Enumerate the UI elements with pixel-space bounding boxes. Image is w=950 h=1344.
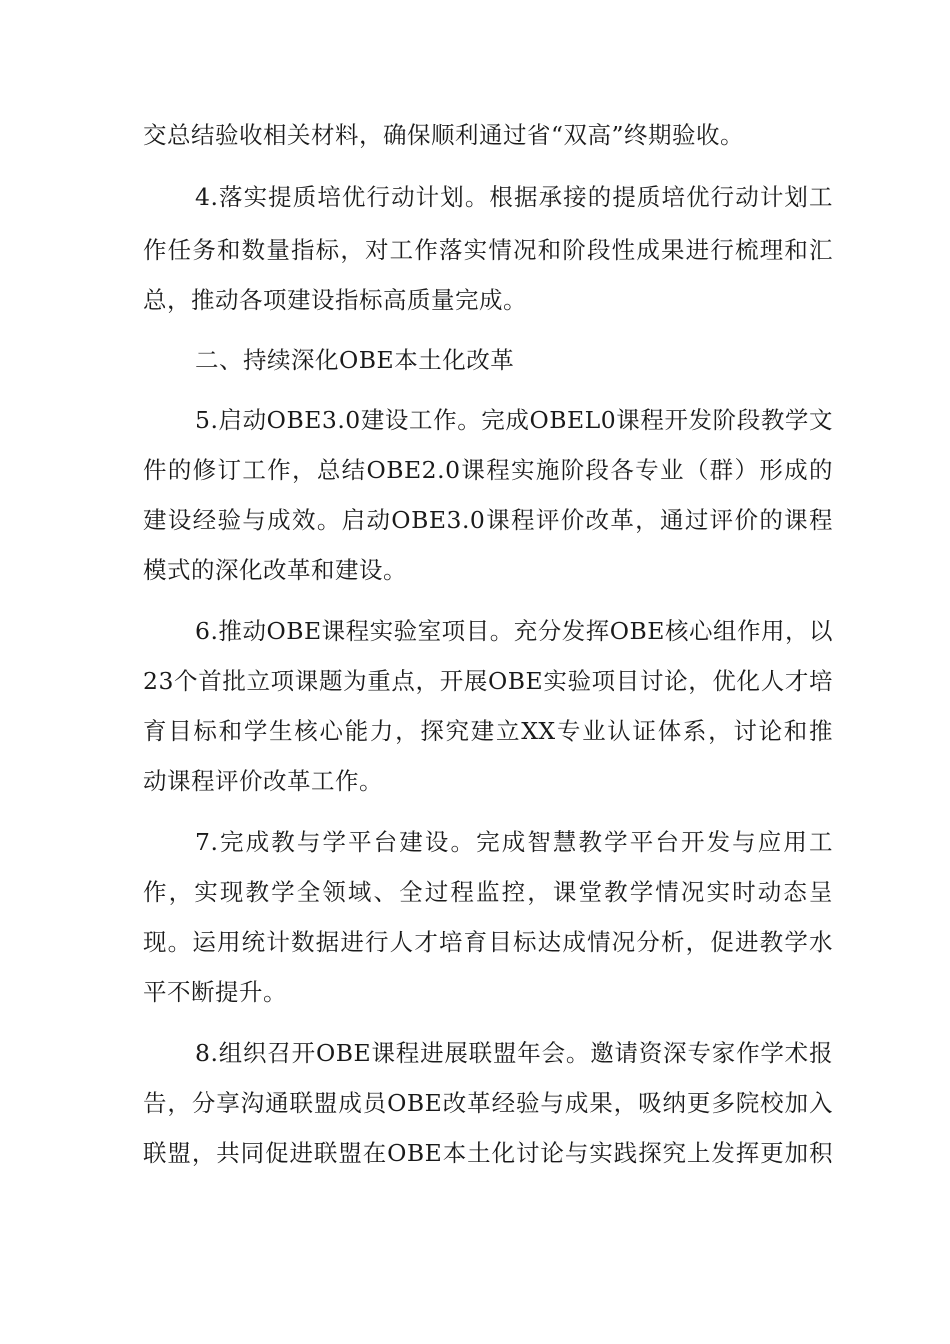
text-line: 8.组织召开OBE课程进展联盟年会。邀请资深专家作学术报	[195, 1039, 833, 1067]
text-line: 现。运用统计数据进行人才培育目标达成情况分析，促进教学水	[143, 928, 833, 956]
text-line: 总，推动各项建设指标高质量完成。	[143, 286, 527, 314]
text-line: 交总结验收相关材料，确保顺利通过省“双高”终期验收。	[143, 121, 745, 149]
text-line: 动课程评价改革工作。	[143, 767, 383, 795]
text-line: 4.落实提质培优行动计划。根据承接的提质培优行动计划工	[195, 183, 833, 211]
text-line: 模式的深化改革和建设。	[143, 556, 407, 584]
text-line: 育目标和学生核心能力，探究建立XX专业认证体系，讨论和推	[143, 717, 833, 745]
text-line: 建设经验与成效。启动OBE3.0课程评价改革，通过评价的课程	[143, 506, 833, 534]
text-line: 7.完成教与学平台建设。完成智慧教学平台开发与应用工	[195, 828, 833, 856]
section-heading: 二、持续深化OBE本土化改革	[195, 346, 515, 374]
text-line: 23个首批立项课题为重点，开展OBE实验项目讨论，优化人才培	[143, 667, 833, 695]
text-line: 5.启动OBE3.0建设工作。完成OBEL0课程开发阶段教学文	[195, 406, 833, 434]
text-line: 作，实现教学全领域、全过程监控，课堂教学情况实时动态呈	[143, 878, 833, 906]
text-line: 6.推动OBE课程实验室项目。充分发挥OBE核心组作用，以	[195, 617, 833, 645]
text-line: 联盟，共同促进联盟在OBE本土化讨论与实践探究上发挥更加积	[143, 1139, 833, 1167]
text-line: 件的修订工作，总结OBE2.0课程实施阶段各专业（群）形成的	[143, 456, 833, 484]
text-line: 告，分享沟通联盟成员OBE改革经验与成果，吸纳更多院校加入	[143, 1089, 833, 1117]
text-line: 平不断提升。	[143, 978, 287, 1006]
text-line: 作任务和数量指标，对工作落实情况和阶段性成果进行梳理和汇	[143, 236, 833, 264]
